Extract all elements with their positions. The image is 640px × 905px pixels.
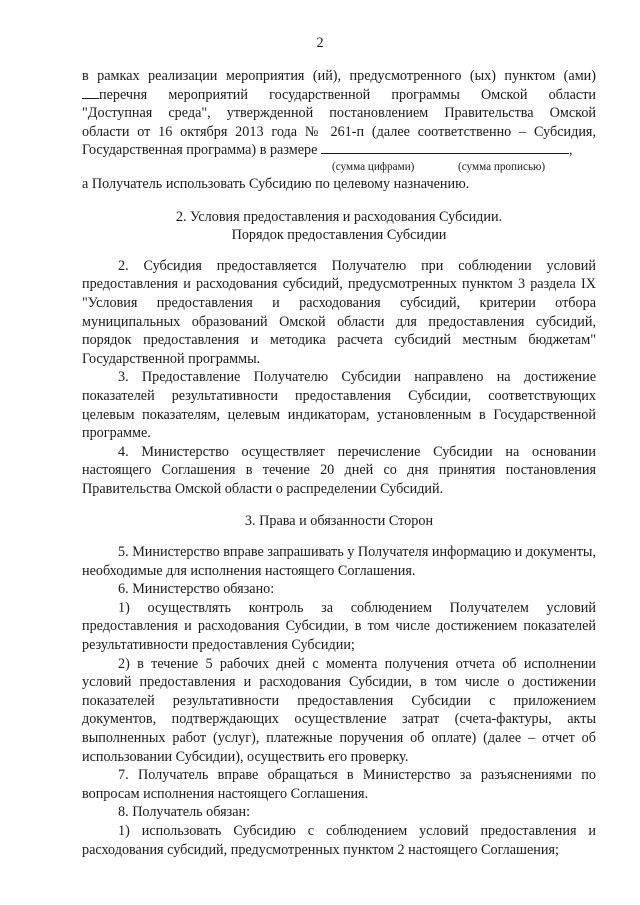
paragraph-8: 8. Получатель обязан: (118, 804, 251, 821)
paragraph-6: 6. Министерство обязано: (118, 581, 275, 598)
section-2-title-line-1: 2. Условия предоставления и расходования Субсидии. (175, 208, 503, 225)
hint-amount-words: (сумма прописью) (458, 160, 546, 173)
paragraph-3-text: 3. Предоставление Получателю Субсидии направлено на достижение показателей результативности предоставления Субсидии, соответствующих целевым показателям, целевым индикаторам, установленным в Государственной программе. (82, 369, 596, 442)
paragraph-2-text: 2. Субсидия предоставляется Получателю при соблюдении условий предоставления и расходования субсидий, предусмотренных пунктом 3 раздела IX "Условия предоставления и расходования субсидий, критерии отбора муниципальных образований Омской области для предоставления субсидий, порядок предоставления и методика расчета субсидий местным бюджетам" Государственной программы. (82, 257, 596, 367)
paragraph-6-1 (82, 599, 596, 655)
blank-amount-digits (321, 141, 439, 154)
paragraph-2 (82, 257, 596, 369)
hint-amount-digits: (сумма цифрами) (332, 160, 415, 173)
intro-line-6: а Получатель использовать Субсидию по целевому назначению. (82, 175, 470, 192)
paragraph-6-2-text: 2) в течение 5 рабочих дней с момента получения отчета об исполнении условий предоставления и расходования Субсидии, в том числе о достижении показателей результативности предоставления Субсидии с приложением документов, подтверждающих осуществление затрат (счета-фактуры, акты выполненных работ (услуг), платежные поручения об оплате) (далее – отчет об использовании Субсидии), осуществить его проверку. (82, 655, 596, 765)
paragraph-4-text: 4. Министерство осуществляет перечисление Субсидии на основании настоящего Соглашения в течение 20 дней со дня принятия постановления Правительства Омской области о распределении Субсидий. (82, 443, 596, 497)
paragraph-3 (82, 368, 596, 442)
intro-line-5 (82, 141, 596, 160)
paragraph-7 (82, 766, 596, 803)
paragraph-6-1-text: 1) осуществлять контроль за соблюдением Получателем условий предоставления и расходования Субсидии, в том числе достижением показателей результативности предоставления Субсидии; (82, 599, 596, 654)
paragraph-5-text: 5. Министерство вправе запрашивать у Получателя информацию и документы, необходимые для исполнения настоящего Соглашения. (82, 544, 596, 579)
paragraph-4 (82, 443, 596, 499)
intro-line-1: в рамках реализации мероприятия (ий), предусмотренного (ых) пунктом (ами) (82, 68, 596, 84)
paragraph-8-1 (82, 822, 596, 859)
intro-line-5-text: Государственная программа) в размере (82, 142, 318, 159)
intro-line-4: области от 16 октября 2013 года № 261-п (далее соответственно – Субсидия, (82, 123, 596, 140)
paragraph-7-text: 7. Получатель вправе обращаться в Министерство за разъяснениями по вопросам исполнения настоящего Соглашения. (82, 767, 596, 802)
paragraph-8-1-text: 1) использовать Субсидию с соблюдением условий предоставления и расходования субсидий, предусмотренных пунктом 2 настоящего Соглашения; (82, 822, 596, 858)
blank-amount-words (439, 141, 569, 154)
intro-line-3: "Доступная среда", утвержденной постановлением Правительства Омской (82, 105, 596, 122)
paragraph-5 (82, 543, 596, 580)
intro-line-5-end: , (568, 142, 573, 159)
blank-item-number (82, 86, 99, 99)
section-2-title-line-2: Порядок предоставления Субсидии (231, 227, 447, 244)
intro-line-2-text: перечня мероприятий государственной программы Омской области (99, 86, 596, 103)
paragraph-6-2 (82, 655, 596, 767)
intro-line-2 (82, 86, 596, 105)
document-body (82, 67, 596, 859)
page-number: 2 (316, 35, 324, 51)
amount-hints (82, 160, 596, 175)
section-3-title: 3. Права и обязанности Сторон (244, 513, 434, 530)
